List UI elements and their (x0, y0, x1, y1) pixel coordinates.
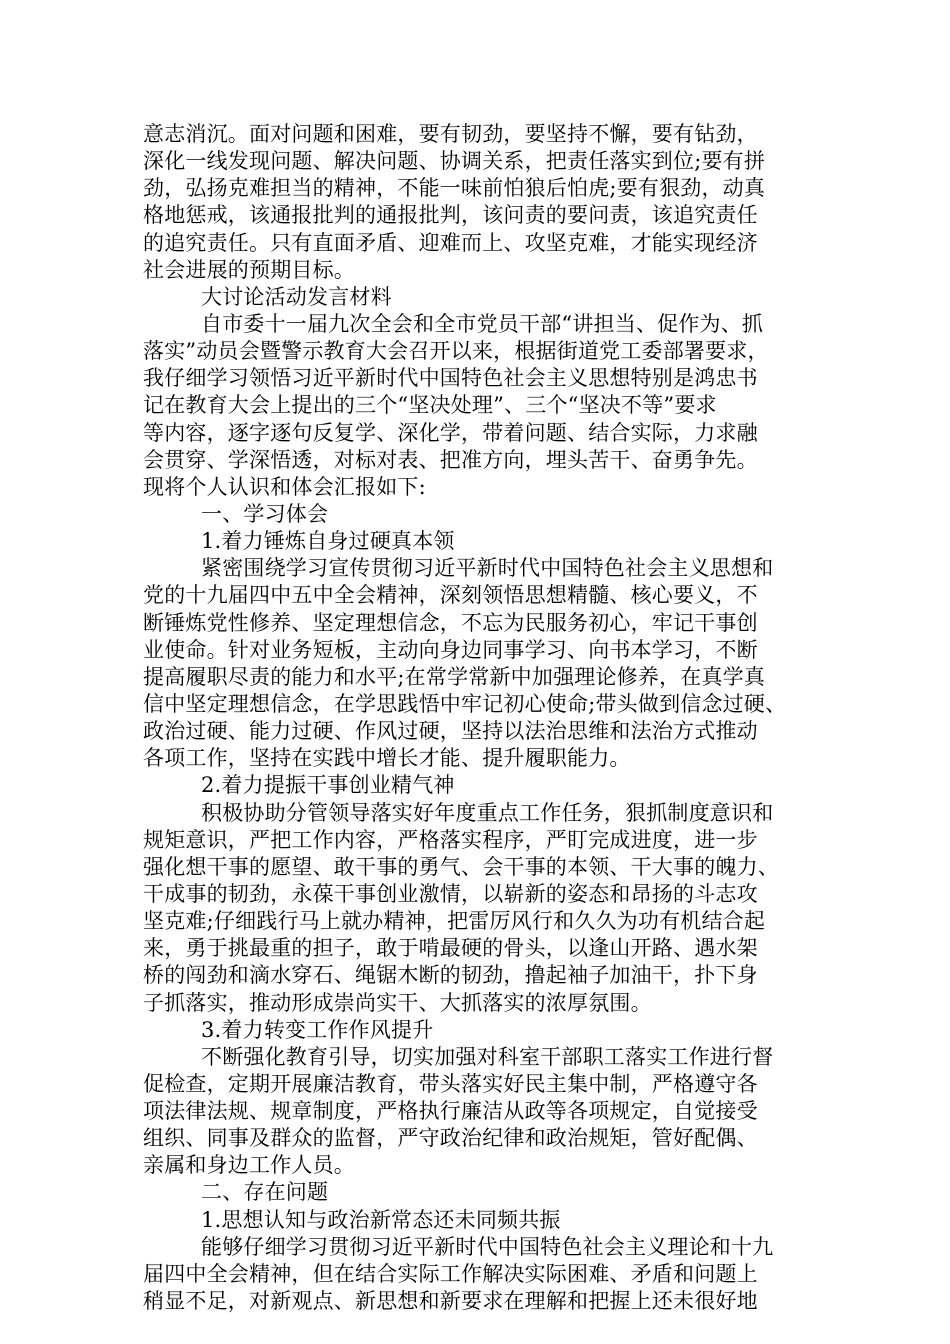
document-text-line: 记在教育大会上提出的三个“坚决处理”、三个“坚决不等”要求 (143, 393, 717, 418)
document-text-line: 政治过硬、能力过硬、作风过硬，坚持以法治思维和法治方式推动 (143, 719, 758, 744)
document-text-line: 大讨论活动发言材料 (201, 284, 392, 309)
document-text-line: 二、存在问题 (201, 1180, 329, 1205)
document-text-line: 信中坚定理想信念，在学思践悟中牢记初心使命;带头做到信念过硬、 (143, 691, 787, 716)
document-text-line: 项法律法规、规章制度，严格执行廉洁从政等各项规定，自觉接受 (143, 1099, 758, 1124)
document-text-line: 劲，弘扬克难担当的精神，不能一味前怕狼后怕虎;要有狠劲，动真 (143, 176, 766, 201)
document-text-line: 干成事的韧劲，永葆干事创业激情，以崭新的姿态和昂扬的斗志攻 (143, 881, 758, 906)
document-text-line: 不断强化教育引导，切实加强对科室干部职工落实工作进行督 (201, 1044, 774, 1069)
document-text-line: 格地惩戒，该通报批判的通报批判，该问责的要问责，该追究责任 (143, 203, 758, 228)
document-text-line: 提高履职尽责的能力和水平;在常学常新中加强理论修养，在真学真 (143, 664, 766, 689)
document-body (143, 121, 823, 1315)
document-text-line: 自市委十一届九次全会和全市党员干部“讲担当、促作为、抓 (201, 311, 764, 336)
document-text-line: 断锤炼党性修养、坚定理想信念，不忘为民服务初心，牢记干事创 (143, 610, 758, 635)
document-text-line: 能够仔细学习贯彻习近平新时代中国特色社会主义理论和十九 (201, 1234, 774, 1259)
document-text-line: 1.思想认知与政治新常态还未同频共振 (201, 1207, 561, 1232)
document-text-line: 来，勇于挑最重的担子，敢于啃最硬的骨头，以逢山开路、遇水架 (143, 936, 758, 961)
document-text-line: 桥的闯劲和滴水穿石、绳锯木断的韧劲，撸起袖子加油干，扑下身 (143, 963, 758, 988)
document-text-line: 一、学习体会 (201, 501, 329, 526)
document-text-line: 促检查，定期开展廉洁教育，带头落实好民主集中制，严格遵守各 (143, 1071, 758, 1096)
document-text-line: 届四中全会精神，但在结合实际工作解决实际困难、矛盾和问题上 (143, 1261, 758, 1286)
document-text-line: 2.着力提振干事创业精气神 (201, 773, 455, 798)
document-text-line: 亲属和身边工作人员。 (143, 1153, 355, 1178)
document-text-line: 落实”动员会暨警示教育大会召开以来，根据街道党工委部署要求， (143, 339, 769, 364)
document-text-line: 会贯穿、学深悟透，对标对表、把准方向，埋头苦干、奋勇争先。 (143, 447, 758, 472)
document-text-line: 意志消沉。面对问题和困难，要有韧劲，要坚持不懈，要有钻劲， (143, 122, 758, 146)
document-text-line: 子抓落实，推动形成崇尚实干、大抓落实的浓厚氛围。 (143, 990, 652, 1015)
document-text-line: 等内容，逐字逐句反复学、深化学，带着问题、结合实际，力求融 (143, 420, 758, 445)
document-text-line: 社会进展的预期目标。 (143, 257, 355, 282)
document-text-line: 深化一线发现问题、解决问题、协调关系，把责任落实到位;要有拼 (143, 149, 766, 174)
document-text-line: 现将个人认识和体会汇报如下: (143, 474, 426, 499)
document-text-line: 的追究责任。只有直面矛盾、迎难而上、攻坚克难，才能实现经济 (143, 230, 758, 255)
document-text-line: 1.着力锤炼自身过硬真本领 (201, 529, 455, 554)
document-text-line: 组织、同事及群众的监督，严守政治纪律和政治规矩，管好配偶、 (143, 1126, 758, 1151)
document-text-line: 坚克难;仔细践行马上就办精神，把雷厉风行和久久为功有机结合起 (143, 909, 766, 934)
document-text-line: 积极协助分管领导落实好年度重点工作任务，狠抓制度意识和 (201, 800, 774, 825)
document-text-line: 紧密围绕学习宣传贯彻习近平新时代中国特色社会主义思想和 (201, 556, 774, 581)
document-text-line: 业使命。针对业务短板，主动向身边同事学习、向书本学习，不断 (143, 637, 758, 662)
document-text-line: 我仔细学习领悟习近平新时代中国特色社会主义思想特别是鸿忠书 (143, 366, 758, 391)
document-text-line: 强化想干事的愿望、敢干事的勇气、会干事的本领、干大事的魄力、 (143, 854, 779, 879)
document-text-line: 党的十九届四中五中全会精神，深刻领悟思想精髓、核心要义，不 (143, 583, 758, 608)
document-text-line: 规矩意识，严把工作内容，严格落实程序，严盯完成进度，进一步 (143, 827, 758, 852)
document-text-line: 稍显不足，对新观点、新思想和新要求在理解和把握上还未很好地 (143, 1289, 758, 1314)
document-text-line: 各项工作，坚持在实践中增长才能、提升履职能力。 (143, 746, 631, 771)
document-text-line: 3.着力转变工作作风提升 (201, 1017, 434, 1042)
